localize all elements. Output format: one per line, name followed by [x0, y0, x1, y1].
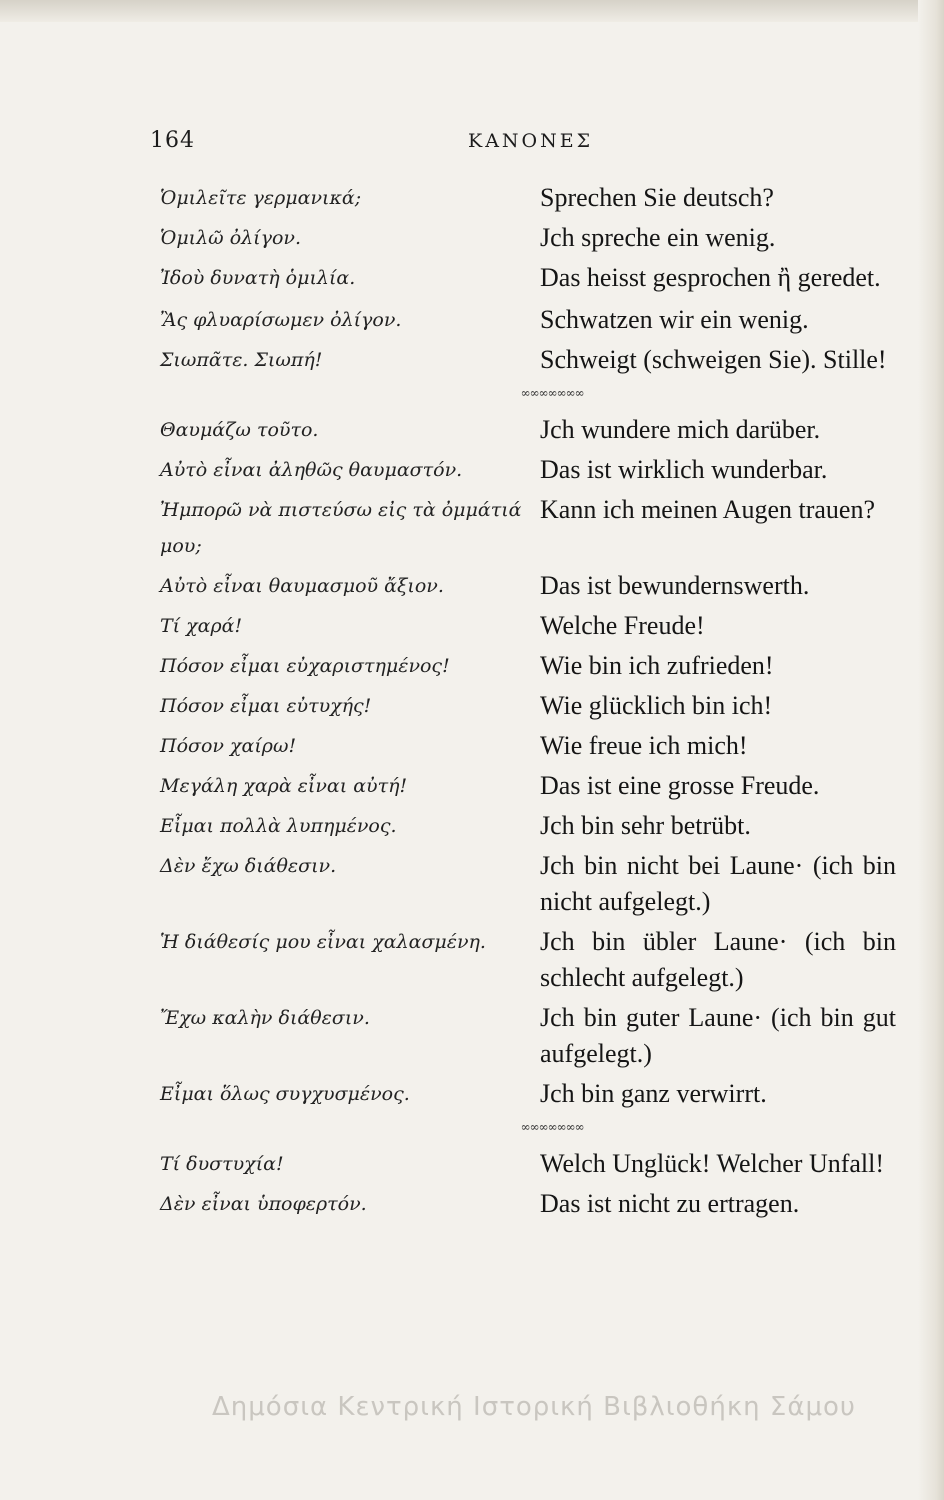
- greek-phrase: Πόσον χαίρω!: [160, 735, 297, 757]
- phrase-row: [160, 924, 904, 996]
- running-title: ΚΑΝΟΝΕΣ: [468, 130, 594, 152]
- greek-phrase: Σιωπᾶτε. Σιωπή!: [160, 349, 323, 371]
- german-phrase: Jch spreche ein wenig.: [540, 223, 776, 252]
- german-phrase: Kann ich meinen Augen trauen?: [540, 495, 875, 524]
- phrase-row: [160, 452, 904, 488]
- german-phrase: Wie freue ich mich!: [540, 731, 748, 760]
- phrase-row: [160, 808, 904, 844]
- german-phrase: Das ist eine grosse Freude.: [540, 771, 820, 800]
- section-divider: ∞∞∞∞∞∞∞: [520, 386, 584, 400]
- phrase-row: [160, 1000, 904, 1072]
- phrase-row: [160, 302, 904, 338]
- phrase-row: [160, 848, 904, 920]
- phrase-row: [160, 608, 904, 644]
- greek-phrase: Ἡ διάθεσίς μου εἶναι χαλασμένη.: [160, 931, 486, 953]
- german-phrase: Das ist nicht zu ertragen.: [540, 1189, 800, 1218]
- phrase-row: [160, 342, 904, 378]
- german-phrase: Jch bin guter Laune· (ich bin gut aufgelegt.): [540, 1003, 896, 1068]
- phrase-row: [160, 180, 904, 216]
- page-header: [150, 128, 884, 158]
- german-phrase: Schweigt (schweigen Sie). Stille!: [540, 345, 887, 374]
- phrase-row: [160, 492, 904, 564]
- phrase-list: [160, 180, 904, 1226]
- greek-phrase: Πόσον εἶμαι εὐτυχής!: [160, 695, 372, 717]
- greek-phrase: Αὐτὸ εἶναι ἀληθῶς θαυμαστόν.: [160, 459, 463, 481]
- page-number: 164: [150, 128, 195, 153]
- greek-phrase: Ὁμιλῶ ὀλίγον.: [160, 227, 302, 249]
- greek-phrase: Θαυμάζω τοῦτο.: [160, 419, 319, 441]
- section-divider: ∞∞∞∞∞∞∞: [520, 1120, 584, 1134]
- phrase-row: [160, 568, 904, 604]
- greek-phrase: Τί δυστυχία!: [160, 1153, 284, 1175]
- greek-phrase: Εἶμαι ὅλως συγχυσμένος.: [160, 1083, 410, 1105]
- greek-phrase: Ἰδοὺ δυνατὴ ὁμιλία.: [160, 267, 356, 289]
- phrase-row: [160, 648, 904, 684]
- greek-phrase: Δὲν εἶναι ὑποφερτόν.: [160, 1193, 367, 1215]
- german-phrase: Das heisst gesprochen ἢ geredet.: [540, 263, 881, 292]
- german-phrase: Wie bin ich zufrieden!: [540, 651, 774, 680]
- phrase-row: [160, 688, 904, 724]
- greek-phrase: Εἶμαι πολλὰ λυπημένος.: [160, 815, 397, 837]
- page-right-edge: [918, 0, 944, 1500]
- german-phrase: Sprechen Sie deutsch?: [540, 183, 774, 212]
- phrase-row: [160, 1186, 904, 1222]
- library-watermark: Δημόσια Κεντρική Ιστορική Βιβλιοθήκη Σάμου: [212, 1392, 856, 1422]
- greek-phrase: Ἠμπορῶ νὰ πιστεύσω εἰς τὰ ὀμμάτιά μου;: [160, 499, 522, 557]
- page-top-edge: [0, 0, 944, 22]
- greek-phrase: Δὲν ἔχω διάθεσιν.: [160, 855, 337, 877]
- phrase-row: [160, 1146, 904, 1182]
- greek-phrase: Ἔχω καλὴν διάθεσιν.: [160, 1007, 370, 1029]
- greek-phrase: Αὐτὸ εἶναι θαυμασμοῦ ἄξιον.: [160, 575, 444, 597]
- phrase-row: [160, 728, 904, 764]
- german-phrase: Jch bin ganz verwirrt.: [540, 1079, 767, 1108]
- german-phrase: Welch Unglück! Welcher Unfall!: [540, 1149, 885, 1178]
- greek-phrase: Πόσον εἶμαι εὐχαριστημένος!: [160, 655, 450, 677]
- greek-phrase: Τί χαρά!: [160, 615, 243, 637]
- german-phrase: Jch wundere mich darüber.: [540, 415, 821, 444]
- german-phrase: Jch bin übler Laune· (ich bin schlecht aufgelegt.): [540, 927, 896, 992]
- greek-phrase: Ἂς φλυαρίσωμεν ὀλίγον.: [160, 309, 402, 331]
- german-phrase: Das ist wirklich wunderbar.: [540, 455, 828, 484]
- phrase-row: [160, 412, 904, 448]
- greek-phrase: Μεγάλη χαρὰ εἶναι αὐτή!: [160, 775, 408, 797]
- phrase-row: [160, 768, 904, 804]
- phrase-row: [160, 1076, 904, 1112]
- german-phrase: Welche Freude!: [540, 611, 705, 640]
- german-phrase: Schwatzen wir ein wenig.: [540, 305, 809, 334]
- phrase-row: [160, 220, 904, 256]
- phrase-row: [160, 260, 904, 296]
- german-phrase: Das ist bewundernswerth.: [540, 571, 810, 600]
- greek-phrase: Ὁμιλεῖτε γερμανικά;: [160, 187, 362, 209]
- german-phrase: Jch bin sehr betrübt.: [540, 811, 751, 840]
- german-phrase: Wie glücklich bin ich!: [540, 691, 773, 720]
- german-phrase: Jch bin nicht bei Laune· (ich bin nicht aufgelegt.): [540, 851, 896, 916]
